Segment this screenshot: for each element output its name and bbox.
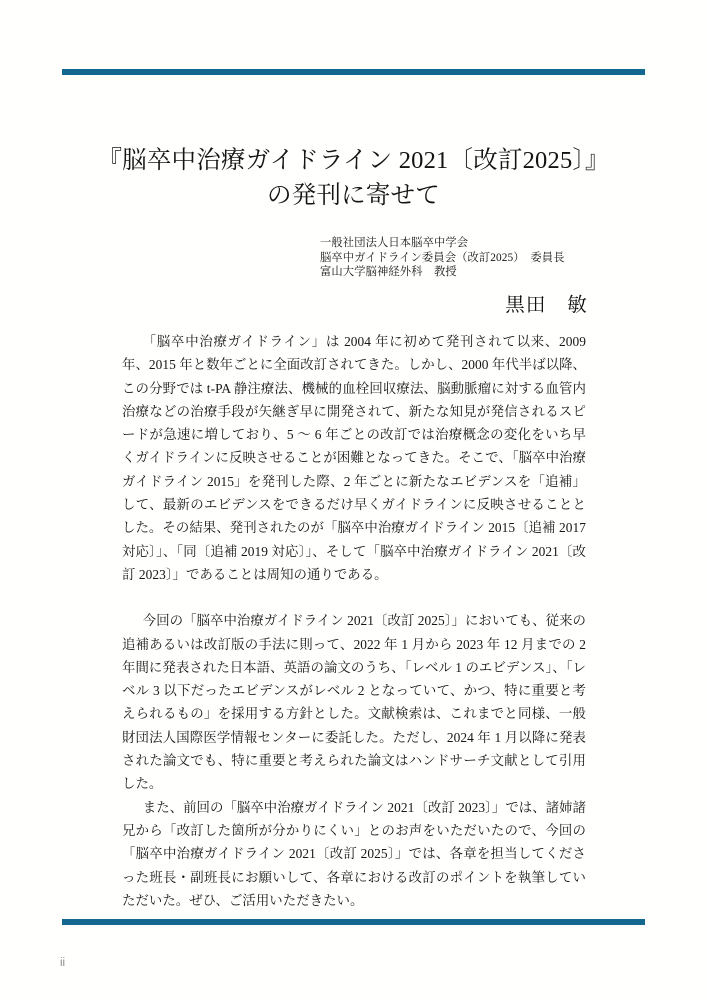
page-title bbox=[0, 143, 707, 213]
affiliation-department: 富山大学脳神経外科 教授 bbox=[320, 266, 457, 279]
page-number: ii bbox=[60, 957, 66, 969]
bottom-accent-rule bbox=[62, 919, 645, 925]
body-paragraph-2: 今回の「脳卒中治療ガイドライン 2021〔改訂 2025〕」においても、従来の追補あるいは改訂版の手法に則って、2022 年 1 月から 2023 年 12 月までの 2 年間に発表された日本語、英語の論文のうち、「レベル 1 のエビデンス」、「レベル 3 以下だったエビデンスがレベル 2 となっていて、かつ、特に重要と考えられるもの」を採用する方針とした。文献検索は、これまでと同様、一般財団法人国際医学情報センターに委託した。ただし、2024 年 1 月以降に発表された論文でも、特に重要と考えられた論文はハンドサーチ文献として引用した。 bbox=[122, 613, 586, 792]
body-paragraph-1: 「脳卒中治療ガイドライン」は 2004 年に初めて発刊されて以来、2009 年、2015 年と数年ごとに全面改訂されてきた。しかし、2000 年代半ば以降、この分野では t-PA 静注療法、機械的血栓回収療法、脳動脈瘤に対する血管内治療などの治療手段が矢継ぎ早に開発されて、新たな知見が発信されるスピードが急速に増しており、5 〜 6 年ごとの改訂では治療概念の変化をいち早くガイドラインに反映させることが困難となってきた。そこで、「脳卒中治療ガイドライン 2015」を発刊した際、2 年ごとに新たなエビデンスを「追補」して、最新のエビデンスをできるだけ早くガイドラインに反映させることとした。その結果、発刊されたのが「脳卒中治療ガイドライン 2015〔追補 2017 対応〕」、「同〔追補 2019 対応〕」、そして「脳卒中治療ガイドライン 2021〔改訂 2023〕」であることは周知の通りである。 bbox=[122, 334, 586, 582]
top-accent-rule bbox=[62, 69, 645, 75]
author-attribution bbox=[320, 236, 588, 317]
affiliation-society: 一般社団法人日本脳卒中学会 bbox=[320, 237, 469, 249]
body-paragraph-3: また、前回の「脳卒中治療ガイドライン 2021〔改訂 2023〕」では、諸姉諸兄から「改訂した箇所が分かりにくい」とのお声をいただいたので、今回の「脳卒中治療ガイドライン 2021〔改訂 2025〕」では、各章を担当してくださった班長・副班長にお願いして、各章における改訂のポイントを執筆していただいた。ぜひ、ご活用いただきたい。 bbox=[122, 799, 586, 908]
title-line-2: の発刊に寄せて bbox=[267, 182, 440, 209]
body-text bbox=[122, 330, 586, 912]
author-name: 黒田 敏 bbox=[505, 294, 588, 316]
title-line-1: 『脳卒中治療ガイドライン 2021〔改訂2025〕』 bbox=[97, 147, 610, 174]
affiliation-committee: 脳卒中ガイドライン委員会（改訂2025） 委員長 bbox=[320, 251, 565, 264]
